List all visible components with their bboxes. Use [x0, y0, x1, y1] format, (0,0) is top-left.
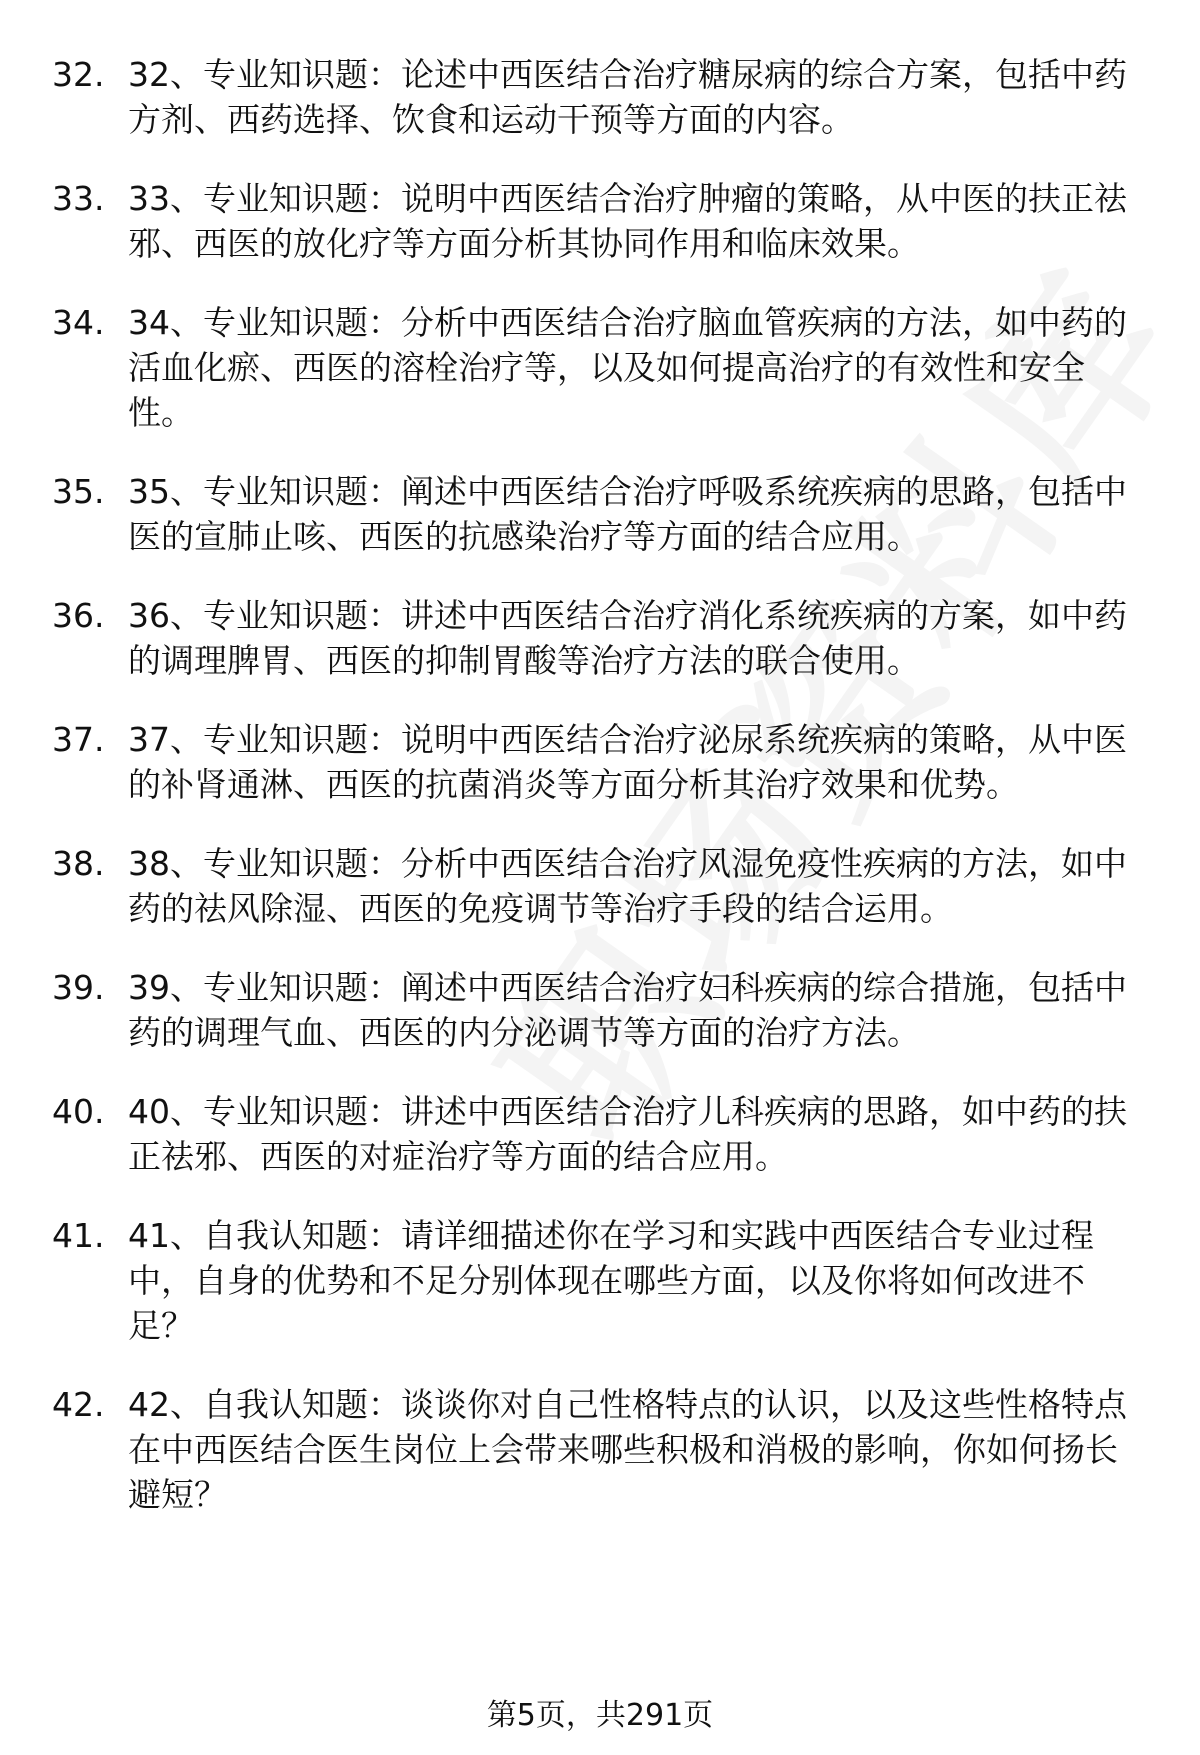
- list-item: [0, 1213, 1200, 1348]
- question-number: 39.: [52, 968, 105, 1007]
- list-item: [0, 1089, 1200, 1179]
- list-item: [0, 52, 1200, 142]
- list-item: [0, 593, 1200, 683]
- question-text: 40、专业知识题：讲述中西医结合治疗儿科疾病的思路，如中药的扶正祛邪、西医的对症治疗等方面的结合应用。: [128, 1092, 1127, 1176]
- question-text: 33、专业知识题：说明中西医结合治疗肿瘤的策略，从中医的扶正祛邪、西医的放化疗等方面分析其协同作用和临床效果。: [128, 179, 1127, 263]
- list-item: [0, 717, 1200, 807]
- question-text: 34、专业知识题：分析中西医结合治疗脑血管疾病的方法，如中药的活血化瘀、西医的溶栓治疗等，以及如何提高治疗的有效性和安全性。: [128, 303, 1127, 432]
- list-item: [0, 300, 1200, 435]
- question-number: 41.: [52, 1216, 105, 1255]
- question-text: 38、专业知识题：分析中西医结合治疗风湿免疫性疾病的方法，如中药的祛风除湿、西医的免疫调节等治疗手段的结合运用。: [128, 844, 1127, 928]
- page-footer: 第5页，共291页: [486, 1698, 714, 1733]
- question-number: 35.: [52, 472, 105, 511]
- question-number: 40.: [52, 1092, 105, 1131]
- list-item: [0, 841, 1200, 931]
- list-item: [0, 176, 1200, 266]
- question-number: 33.: [52, 179, 105, 218]
- question-number: 32.: [52, 55, 105, 94]
- question-number: 38.: [52, 844, 105, 883]
- list-item: [0, 469, 1200, 559]
- question-text: 39、专业知识题：阐述中西医结合治疗妇科疾病的综合措施，包括中药的调理气血、西医的内分泌调节等方面的治疗方法。: [128, 968, 1127, 1052]
- question-text: 32、专业知识题：论述中西医结合治疗糖尿病的综合方案，包括中药方剂、西药选择、饮食和运动干预等方面的内容。: [128, 55, 1127, 139]
- question-text: 36、专业知识题：讲述中西医结合治疗消化系统疾病的方案，如中药的调理脾胃、西医的抑制胃酸等治疗方法的联合使用。: [128, 596, 1127, 680]
- question-number: 42.: [52, 1385, 105, 1424]
- question-number: 37.: [52, 720, 105, 759]
- question-text: 37、专业知识题：说明中西医结合治疗泌尿系统疾病的策略，从中医的补肾通淋、西医的抗菌消炎等方面分析其治疗效果和优势。: [128, 720, 1127, 804]
- list-item: [0, 965, 1200, 1055]
- list-item: [0, 1382, 1200, 1517]
- question-text: 42、自我认知题：谈谈你对自己性格特点的认识，以及这些性格特点在中西医结合医生岗位上会带来哪些积极和消极的影响，你如何扬长避短？: [128, 1385, 1127, 1514]
- question-number: 36.: [52, 596, 105, 635]
- question-number: 34.: [52, 303, 105, 342]
- question-text: 41、自我认知题：请详细描述你在学习和实践中西医结合专业过程中，自身的优势和不足分别体现在哪些方面，以及你将如何改进不足？: [128, 1216, 1094, 1345]
- question-text: 35、专业知识题：阐述中西医结合治疗呼吸系统疾病的思路，包括中医的宣肺止咳、西医的抗感染治疗等方面的结合应用。: [128, 472, 1127, 556]
- question-list: [0, 52, 1200, 1551]
